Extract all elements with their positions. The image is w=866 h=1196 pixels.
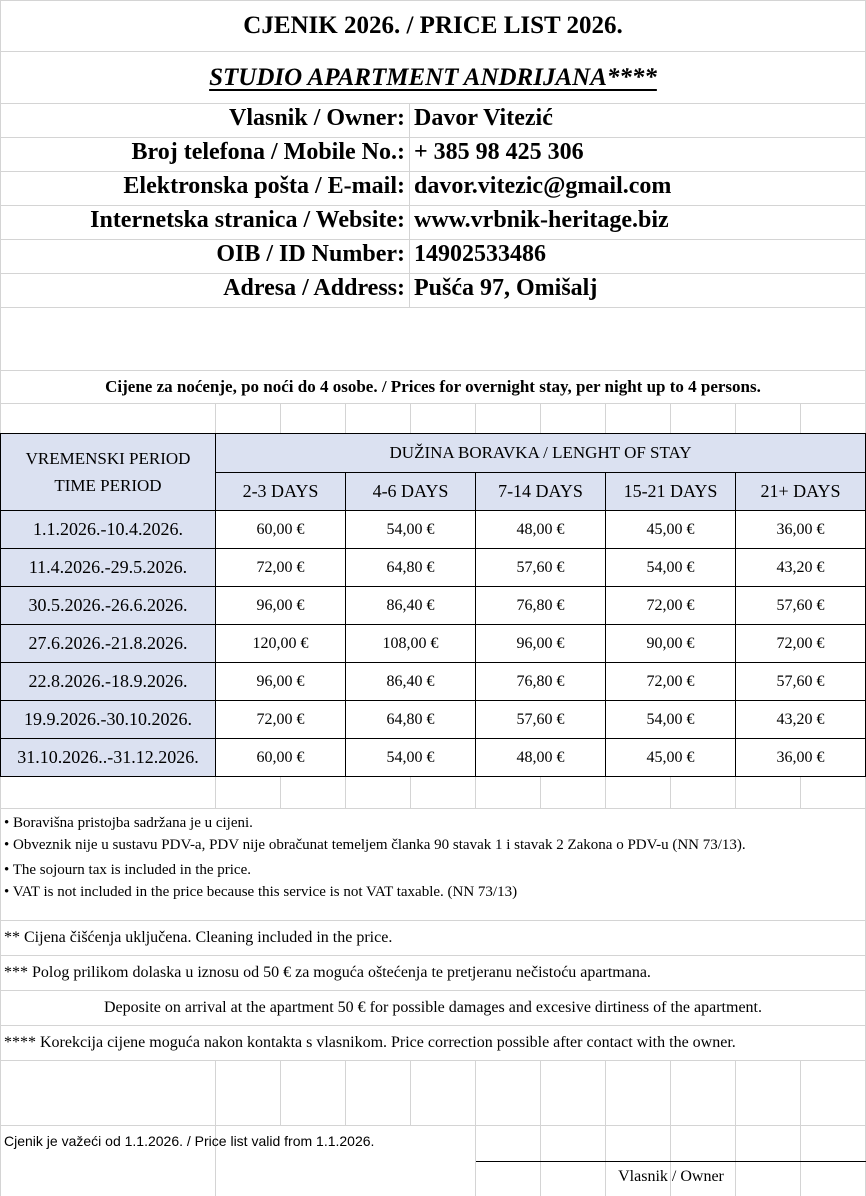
signature-line	[476, 1161, 866, 1162]
price-cell: 96,00 €	[216, 663, 346, 701]
mobile-label: Broj telefona / Mobile No.:	[131, 139, 405, 165]
period-cell: 30.5.2026.-26.6.2026.	[1, 587, 216, 625]
price-cell: 57,60 €	[476, 701, 606, 739]
address-value: Pušća 97, Omišalj	[414, 275, 598, 301]
price-cell: 54,00 €	[606, 549, 736, 587]
period-cell: 1.1.2026.-10.4.2026.	[1, 511, 216, 549]
note-cleaning: ** Cijena čišćenja uključena. Cleaning included in the price.	[4, 929, 393, 946]
price-cell: 64,80 €	[346, 549, 476, 587]
price-cell: 86,40 €	[346, 587, 476, 625]
id-number-value: 14902533486	[414, 241, 546, 267]
website-label: Internetska stranica / Website:	[90, 207, 405, 233]
note-vat-en: • VAT is not included in the price because this service is not VAT taxable. (NN 73/13)	[4, 884, 518, 900]
price-cell: 60,00 €	[216, 739, 346, 777]
owner-value: Davor Vitezić	[414, 105, 553, 131]
note-deposit-en: Deposite on arrival at the apartment 50 € for possible damages and excesive dirtiness of the apartment.	[103, 999, 762, 1016]
price-cell: 96,00 €	[216, 587, 346, 625]
table-row	[1, 663, 866, 701]
owner-label: Vlasnik / Owner:	[228, 105, 405, 131]
price-cell: 72,00 €	[216, 549, 346, 587]
price-cell: 57,60 €	[736, 587, 866, 625]
period-cell: 22.8.2026.-18.9.2026.	[1, 663, 216, 701]
email-label: Elektronska pošta / E-mail:	[123, 173, 405, 199]
period-header-line2: TIME PERIOD	[54, 476, 162, 495]
price-cell: 54,00 €	[606, 701, 736, 739]
note-tax-en: • The sojourn tax is included in the price.	[4, 862, 252, 878]
signature-label: Vlasnik / Owner	[618, 1168, 724, 1185]
price-cell: 60,00 €	[216, 511, 346, 549]
period-header-line1: VREMENSKI PERIOD	[25, 449, 191, 468]
price-intro: Cijene za noćenje, po noći do 4 osobe. / Prices for overnight stay, per night up to 4 persons.	[105, 377, 761, 396]
price-cell: 76,80 €	[476, 587, 606, 625]
period-cell: 19.9.2026.-30.10.2026.	[1, 701, 216, 739]
period-cell: 31.10.2026..-31.12.2026.	[1, 739, 216, 777]
price-cell: 48,00 €	[476, 739, 606, 777]
price-cell: 36,00 €	[736, 739, 866, 777]
id-number-label: OIB / ID Number:	[216, 241, 405, 267]
page-title: CJENIK 2026. / PRICE LIST 2026.	[243, 12, 623, 39]
column-header: 4-6 DAYS	[346, 473, 476, 511]
note-vat-hr: • Obveznik nije u sustavu PDV-a, PDV nije obračunat temeljem članka 90 stavak 1 i stavak 2 Zakona o PDV-u (NN 73/13).	[4, 837, 746, 853]
address-label: Adresa / Address:	[223, 275, 405, 301]
price-cell: 57,60 €	[736, 663, 866, 701]
price-cell: 72,00 €	[736, 625, 866, 663]
website-value: www.vrbnik-heritage.biz	[414, 207, 669, 233]
period-header	[1, 434, 216, 511]
column-header: 2-3 DAYS	[216, 473, 346, 511]
apartment-name-text: STUDIO APARTMENT ANDRIJANA****	[209, 64, 657, 91]
table-row	[1, 625, 866, 663]
column-header: 21+ DAYS	[736, 473, 866, 511]
price-cell: 36,00 €	[736, 511, 866, 549]
table-row	[1, 587, 866, 625]
mobile-value: + 385 98 425 306	[414, 139, 584, 165]
price-cell: 48,00 €	[476, 511, 606, 549]
price-cell: 76,80 €	[476, 663, 606, 701]
price-cell: 72,00 €	[606, 663, 736, 701]
length-of-stay-header: DUŽINA BORAVKA / LENGHT OF STAY	[216, 434, 866, 473]
note-deposit-hr: *** Polog prilikom dolaska u iznosu od 50 € za moguća oštećenja te pretjeranu nečistoću apartmana.	[4, 964, 651, 981]
price-cell: 72,00 €	[216, 701, 346, 739]
price-cell: 43,20 €	[736, 549, 866, 587]
price-cell: 57,60 €	[476, 549, 606, 587]
price-cell: 54,00 €	[346, 511, 476, 549]
price-cell: 120,00 €	[216, 625, 346, 663]
price-table	[0, 433, 866, 777]
price-cell: 86,40 €	[346, 663, 476, 701]
price-cell: 108,00 €	[346, 625, 476, 663]
price-cell: 45,00 €	[606, 739, 736, 777]
price-cell: 72,00 €	[606, 587, 736, 625]
apartment-name	[0, 52, 866, 104]
table-row	[1, 701, 866, 739]
period-cell: 11.4.2026.-29.5.2026.	[1, 549, 216, 587]
price-cell: 43,20 €	[736, 701, 866, 739]
price-cell: 54,00 €	[346, 739, 476, 777]
price-cell: 90,00 €	[606, 625, 736, 663]
price-cell: 64,80 €	[346, 701, 476, 739]
table-row	[1, 739, 866, 777]
column-header: 15-21 DAYS	[606, 473, 736, 511]
price-cell: 45,00 €	[606, 511, 736, 549]
table-row	[1, 549, 866, 587]
validity-note: Cjenik je važeći od 1.1.2026. / Price list valid from 1.1.2026.	[4, 1133, 375, 1149]
price-cell: 96,00 €	[476, 625, 606, 663]
table-row	[1, 511, 866, 549]
column-header: 7-14 DAYS	[476, 473, 606, 511]
note-tax-hr: • Boravišna pristojba sadržana je u cijeni.	[4, 815, 253, 831]
email-value: davor.vitezic@gmail.com	[414, 173, 672, 199]
note-price-correction: **** Korekcija cijene moguća nakon kontakta s vlasnikom. Price correction possible after contact with the owner.	[4, 1034, 736, 1051]
table-header-row	[1, 434, 866, 473]
period-cell: 27.6.2026.-21.8.2026.	[1, 625, 216, 663]
